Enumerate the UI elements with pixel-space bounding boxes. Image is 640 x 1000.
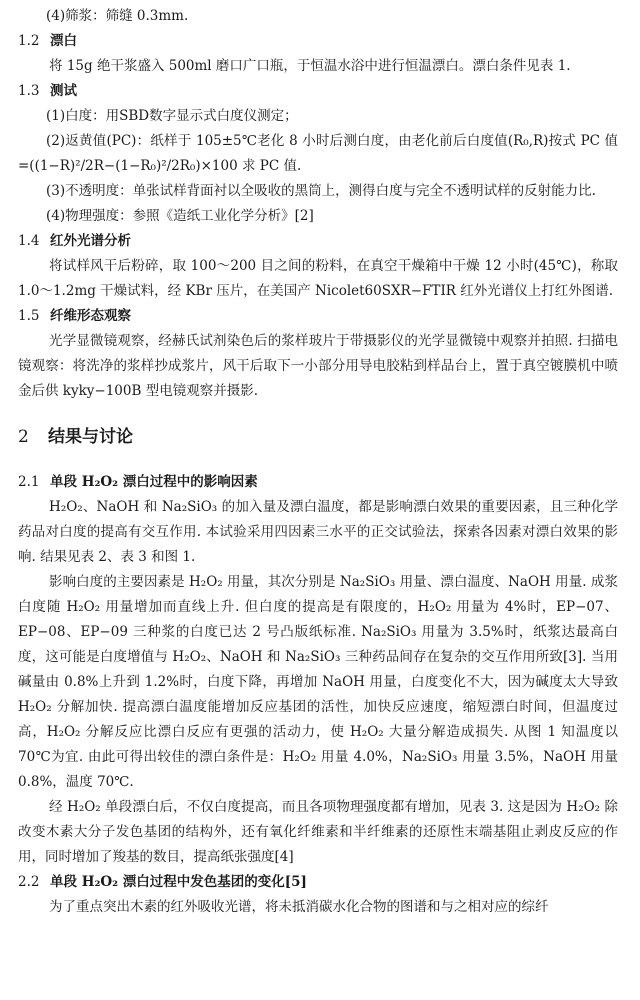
section-2-1-paragraph-1: H₂O₂、NaOH 和 Na₂SiO₃ 的加入量及漂白温度，都是影响漂白效果的重要因素，且三种化学药品对白度的提高有交互作用. 本试验采用四因素三水平的正交试验法，探索各因素对漂白效果的影响. 结果见表 2、表 3 和图 1.	[18, 499, 618, 565]
opacity-item: (3)不透明度：单张试样背面衬以全吸收的黑筒上，测得白度与完全不透明试样的反射能力比.	[46, 183, 596, 199]
section-title: 测试	[50, 83, 77, 99]
section-title: 漂白	[50, 33, 77, 49]
section-1-4-paragraph: 将试样风干后粉碎，取 100～200 目之间的粉料，在真空干燥箱中干燥 12 小时(45℃)，称取 1.0～1.2mg 干燥试料，经 KBr 压片，在美国产 Nicolet60SXR−FTIR 红外光谱仪上打红外图谱.	[18, 258, 618, 299]
section-1-2-heading	[18, 29, 618, 54]
section-title: 纤维形态观察	[50, 308, 131, 324]
section-number: 2	[18, 427, 29, 447]
section-2-2-paragraph-1: 为了重点突出木素的红外吸收光谱，将未抵消碳水化合物的图谱和与之相对应的综纤	[49, 899, 549, 915]
section-2-2-heading	[18, 870, 618, 895]
section-number: 1.3	[18, 83, 40, 99]
section-title: 红外光谱分析	[50, 233, 131, 249]
section-1-4-heading	[18, 229, 618, 254]
section-2-1-paragraph-2: 影响白度的主要因素是 H₂O₂ 用量，其次分别是 Na₂SiO₃ 用量、漂白温度、NaOH 用量. 成浆白度随 H₂O₂ 用量增加而直线上升. 但白度的提高是有限度的，H₂O₂ 用量为 4%时，EP−07、EP−08、EP−09 三种浆的白度已达 2 号凸版纸标准. Na₂SiO₃ 用量为 3.5%时，纸浆达最高白度，这可能是白度增值与 H₂O₂、NaOH 和 Na₂SiO₃ 三种药品间存在复杂的交互作用所致[3]. 当用碱量由 0.8%上升到 1.2%时，白度下降，再增加 NaOH 用量，白度变化不大，因为碱度太大导致 H₂O₂ 分解加快. 提高漂白温度能增加反应基团的活性，加快反应速度，缩短漂白时间，但温度过高，H₂O₂ 分解反应比漂白反应有更强的活动力，使 H₂O₂ 大量分解造成损失. 从图 1 知温度以 70℃为宜. 由此可得出较佳的漂白条件是：H₂O₂ 用量 4.0%，Na₂SiO₃ 用量 3.5%，NaOH 用量 0.8%，温度 70℃.	[18, 574, 618, 790]
section-1-2-paragraph: 将 15g 绝干浆盛入 500ml 磨口广口瓶，于恒温水浴中进行恒温漂白。漂白条件见表 1.	[49, 58, 571, 74]
section-2-heading	[18, 422, 618, 452]
screen-condition-item: (4)筛浆：筛缝 0.3mm.	[46, 8, 189, 24]
section-number: 1.5	[18, 308, 40, 324]
yellowing-value-item: (2)返黄值(PC)：纸样于 105±5℃老化 8 小时后测白度，由老化前后白度值(R₀,R)按式 PC 值=((1−R)²/2R−(1−R₀)²/2R₀)×100 求 PC 值.	[18, 133, 618, 174]
section-title: 结果与讨论	[48, 427, 133, 447]
physical-strength-item: (4)物理强度：参照《造纸工业化学分析》[2]	[46, 208, 314, 224]
section-2-1-heading	[18, 470, 618, 495]
section-number: 2.1	[18, 474, 40, 490]
section-title: 单段 H₂O₂ 漂白过程中的影响因素	[50, 474, 258, 490]
section-title: 单段 H₂O₂ 漂白过程中发色基团的变化[5]	[50, 874, 307, 890]
section-1-5-paragraph: 光学显微镜观察，经赫氏试剂染色后的浆样玻片于带摄影仪的光学显微镜中观察并拍照. 扫描电镜观察：将洗净的浆样抄成浆片，风干后取下一小部分用导电胶粘到样品台上，置于真空镀膜机中喷金后供 kyky−100B 型电镜观察并摄影.	[18, 333, 618, 399]
section-1-3-heading	[18, 79, 618, 104]
section-1-5-heading	[18, 304, 618, 329]
section-number: 1.2	[18, 33, 40, 49]
section-number: 2.2	[18, 874, 40, 890]
section-2-1-paragraph-3: 经 H₂O₂ 单段漂白后，不仅白度提高，而且各项物理强度都有增加，见表 3. 这是因为 H₂O₂ 除改变木素大分子发色基团的结构外，还有氧化纤维素和半纤维素的还原性末端基阻止剥皮反应的作用，同时增加了羧基的数目，提高纸张强度[4]	[18, 799, 618, 865]
whiteness-test-item: (1)白度：用SBD数字显示式白度仪测定；	[46, 108, 298, 124]
section-number: 1.4	[18, 233, 40, 249]
